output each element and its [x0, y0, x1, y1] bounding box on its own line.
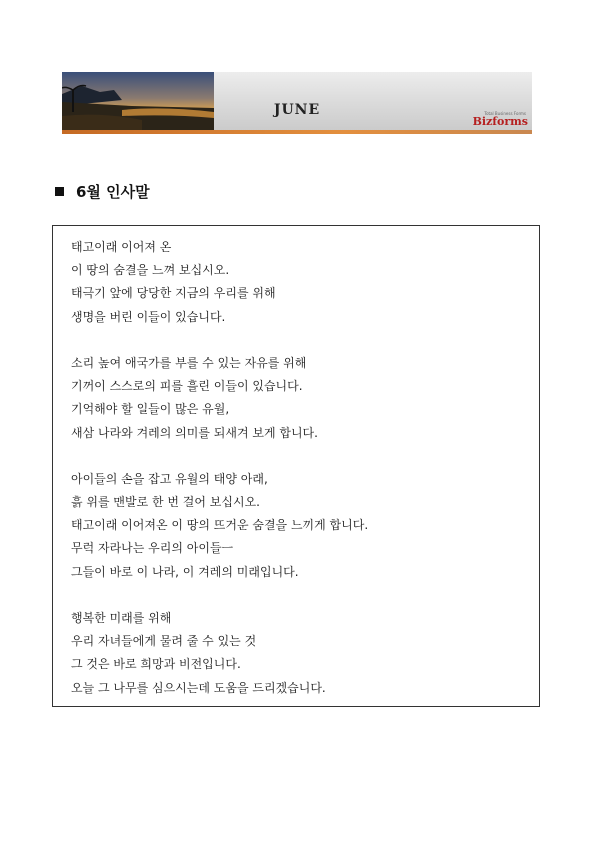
stanza-break: [71, 329, 529, 352]
square-bullet-icon: [55, 187, 64, 196]
poem-line: 태극기 앞에 당당한 지금의 우리를 위해: [71, 286, 276, 301]
poem-line: 행복한 미래를 위해: [71, 611, 172, 625]
banner-accent-line: [62, 130, 532, 134]
sunset-beach-photo: [62, 72, 214, 130]
poem-line: 우리 자녀들에게 물려 줄 수 있는 것: [71, 634, 257, 649]
stanza-break: [71, 584, 529, 607]
poem-line: 흙 위를 맨발로 한 번 걸어 보십시오.: [71, 495, 260, 510]
poem-line: 태고이래 이어져 온: [71, 240, 172, 254]
brand-logo: Bizforms: [472, 115, 528, 128]
poem-line: 새삼 나라와 겨레의 의미를 되새겨 보게 합니다.: [71, 425, 318, 440]
greeting-poem: [71, 236, 529, 700]
section-heading-text: 6월 인사말: [76, 183, 150, 201]
section-heading: [55, 181, 150, 202]
poem-line: 이 땅의 숨결을 느껴 보십시오.: [71, 263, 230, 278]
banner-title: JUNE: [273, 102, 321, 118]
poem-line: 그 것은 바로 희망과 비전입니다.: [71, 657, 241, 672]
greeting-box: [52, 225, 540, 707]
stanza-break: [71, 445, 529, 468]
poem-line: 기꺼이 스스로의 피를 흘린 이들이 있습니다.: [71, 379, 303, 394]
header-banner: [62, 72, 532, 134]
poem-line: 그들이 바로 이 나라, 이 겨레의 미래입니다.: [71, 564, 299, 579]
poem-line: 아이들의 손을 잡고 유월의 태양 아래,: [71, 471, 268, 486]
brand-tagline: Total Business Forms: [484, 111, 526, 116]
poem-line: 무럭 자라나는 우리의 아이들ㅡ: [71, 541, 234, 556]
poem-line: 태고이래 이어져온 이 땅의 뜨거운 숨결을 느끼게 합니다.: [71, 518, 369, 533]
poem-line: 기억해야 할 일들이 많은 유월,: [71, 402, 230, 417]
poem-line: 오늘 그 나무를 심으시는데 도움을 드리겠습니다.: [71, 680, 326, 695]
poem-line: 소리 높여 애국가를 부를 수 있는 자유를 위해: [71, 355, 307, 370]
poem-line: 생명을 버린 이들이 있습니다.: [71, 309, 226, 324]
